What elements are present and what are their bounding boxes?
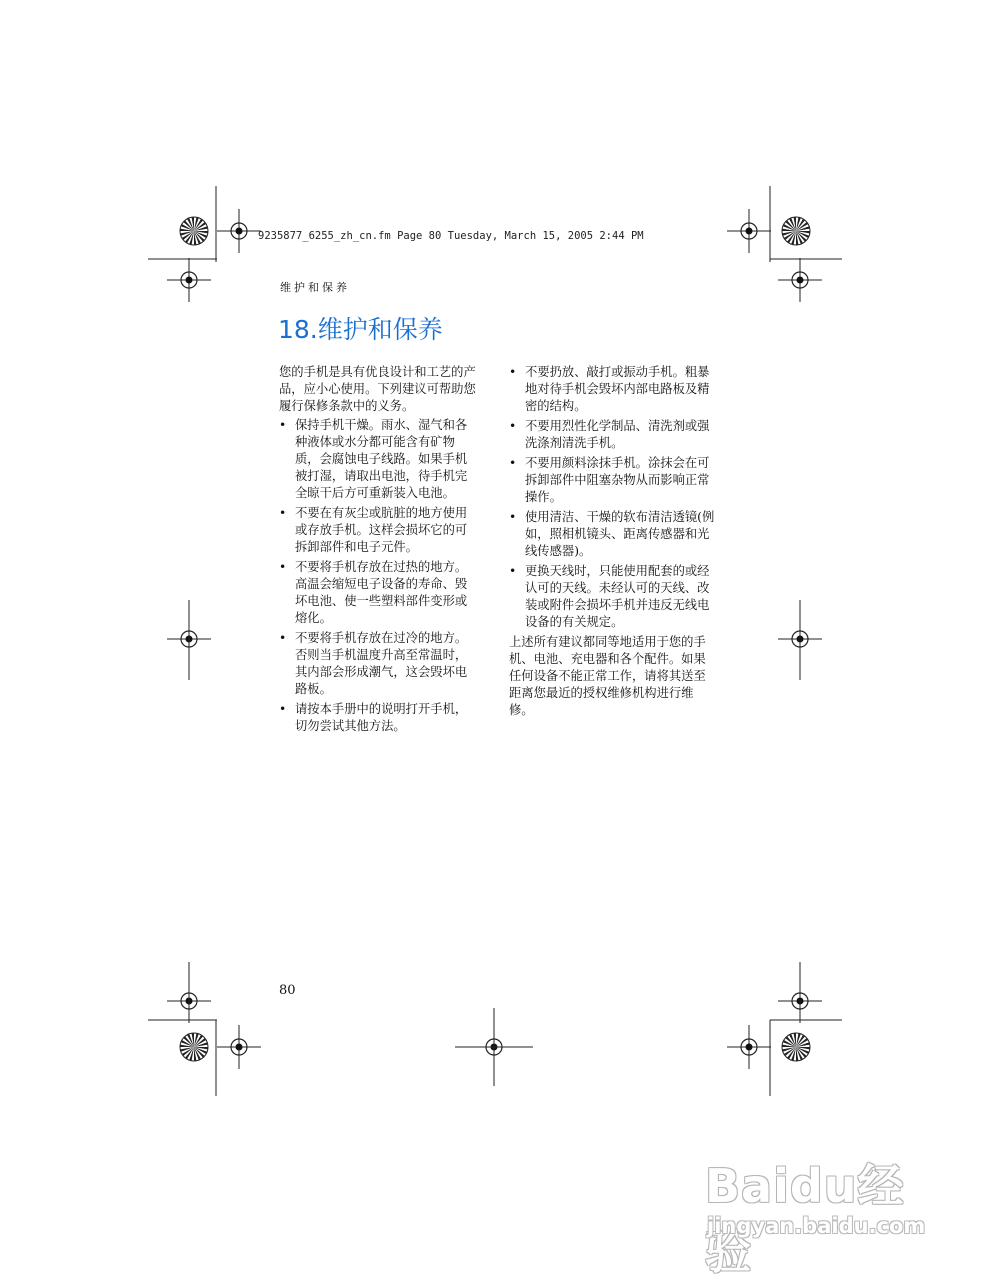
watermark-brand: Baidu经验: [705, 1159, 905, 1279]
bullet-icon: •: [279, 506, 287, 520]
crosshair-icon: [727, 1025, 771, 1069]
watermark-url: jingyan.baidu.com: [707, 1214, 926, 1238]
intro-paragraph: 您的手机是具有优良设计和工艺的产品，应小心使用。下列建议可帮助您履行保修条款中的义务。: [279, 365, 476, 413]
list-item: • 不要将手机存放在过冷的地方。否则当手机温度升高至常温时，其内部会形成潮气，这会毁坏电路板。: [279, 631, 468, 696]
list-item: • 不要扔放、敲打或振动手机。粗暴地对待手机会毁坏内部电路板及精密的结构。: [509, 365, 710, 413]
list-item: • 不要用烈性化学制品、清洗剂或强洗涤剂清洗手机。: [509, 419, 710, 450]
running-head: 维护和保养: [280, 281, 350, 294]
list-item: • 不要用颜料涂抹手机。涂抹会在可拆卸部件中阻塞杂物从而影响正常操作。: [509, 456, 710, 504]
list-item: • 保持手机干燥。雨水、湿气和各种液体或水分都可能含有矿物质，会腐蚀电子线路。如果手机被打湿，请取出电池，待手机完全晾干后方可重新装入电池。: [279, 418, 468, 500]
closing-paragraph: 上述所有建议都同等地适用于您的手机、电池、充电器和各个配件。如果任何设备不能正常工作，请将其送至距离您最近的授权维修机构进行维修。: [509, 635, 706, 717]
page-number: 80: [279, 983, 296, 998]
starburst-icon: [180, 1033, 208, 1061]
list-item: • 不要在有灰尘或肮脏的地方使用或存放手机。这样会损坏它的可拆卸部件和电子元件。: [279, 506, 468, 554]
chapter-title: 18.维护和保养: [278, 315, 443, 344]
bullet-icon: •: [509, 510, 517, 524]
crosshair-icon: [778, 258, 822, 302]
bullet-icon: •: [509, 419, 517, 433]
left-column: [279, 364, 479, 738]
right-column: [509, 364, 715, 721]
bullet-icon: •: [279, 560, 287, 574]
crosshair-icon: [167, 258, 211, 302]
list-item: • 不要将手机存放在过热的地方。高温会缩短电子设备的寿命、毁坏电池、使一些塑料部件变形或熔化。: [279, 560, 468, 625]
crosshair-icon: [217, 209, 261, 253]
bullet-icon: •: [279, 702, 287, 716]
left-bullet-list: [279, 417, 479, 735]
list-item: • 使用清洁、干燥的软布清洁透镜(例如，照相机镜头、距离传感器和光线传感器)。: [509, 510, 715, 558]
file-header: 9235877_6255_zh_cn.fm Page 80 Tuesday, March 15, 2005 2:44 PM: [258, 230, 644, 242]
bullet-icon: •: [509, 365, 517, 379]
bullet-icon: •: [509, 564, 517, 578]
bullet-icon: •: [279, 418, 287, 432]
bullet-icon: •: [279, 631, 287, 645]
right-bullet-list: [509, 364, 715, 631]
list-item: • 请按本手册中的说明打开手机，切勿尝试其他方法。: [279, 702, 468, 733]
watermark: [705, 1140, 945, 1279]
list-item: • 更换天线时，只能使用配套的或经认可的天线。未经认可的天线、改装或附件会损坏手机并违反无线电设备的有关规定。: [509, 564, 710, 629]
crosshair-icon: [727, 209, 771, 253]
starburst-icon: [782, 1033, 810, 1061]
starburst-icon: [180, 217, 208, 245]
starburst-icon: [782, 217, 810, 245]
crosshair-icon: [217, 1025, 261, 1069]
bullet-icon: •: [509, 456, 517, 470]
